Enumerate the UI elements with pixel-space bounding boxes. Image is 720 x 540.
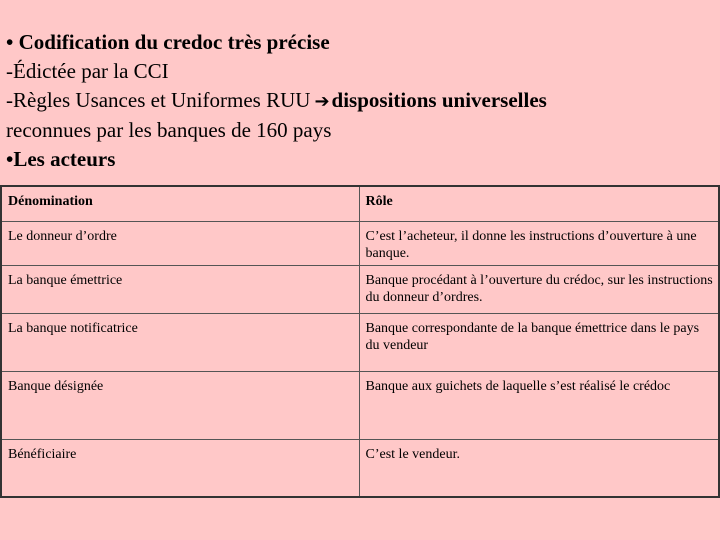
ruu-text: -Règles Usances et Uniformes RUU bbox=[6, 88, 311, 112]
intro-text bbox=[6, 28, 716, 174]
table-row bbox=[1, 314, 719, 372]
line-ruu bbox=[6, 86, 716, 116]
table-row bbox=[1, 222, 719, 266]
bullet-acteurs: •Les acteurs bbox=[6, 147, 116, 171]
cell-denomination: La banque notificatrice bbox=[1, 314, 359, 372]
table-header-row bbox=[1, 186, 719, 222]
cell-role: Banque correspondante de la banque émettrice dans le pays du vendeur bbox=[359, 314, 719, 372]
cell-denomination: La banque émettrice bbox=[1, 266, 359, 314]
header-role: Rôle bbox=[359, 186, 719, 222]
cell-role: C’est le vendeur. bbox=[359, 440, 719, 498]
table-row bbox=[1, 372, 719, 440]
line-160-pays: reconnues par les banques de 160 pays bbox=[6, 118, 332, 142]
header-denomination: Dénomination bbox=[1, 186, 359, 222]
table-row bbox=[1, 440, 719, 498]
bullet-codification: • Codification du credoc très précise bbox=[6, 30, 330, 54]
cell-denomination: Bénéficiaire bbox=[1, 440, 359, 498]
cell-denomination: Banque désignée bbox=[1, 372, 359, 440]
line-cci: -Édictée par la CCI bbox=[6, 59, 169, 83]
right-arrow-icon: ➔ bbox=[314, 91, 330, 112]
ruu-dispositions: dispositions universelles bbox=[331, 88, 547, 112]
table-row bbox=[1, 266, 719, 314]
cell-role: C’est l’acheteur, il donne les instructions d’ouverture à une banque. bbox=[359, 222, 719, 266]
actors-table bbox=[0, 185, 720, 498]
cell-role: Banque procédant à l’ouverture du crédoc, sur les instructions du donneur d’ordres. bbox=[359, 266, 719, 314]
cell-role: Banque aux guichets de laquelle s’est réalisé le crédoc bbox=[359, 372, 719, 440]
cell-denomination: Le donneur d’ordre bbox=[1, 222, 359, 266]
